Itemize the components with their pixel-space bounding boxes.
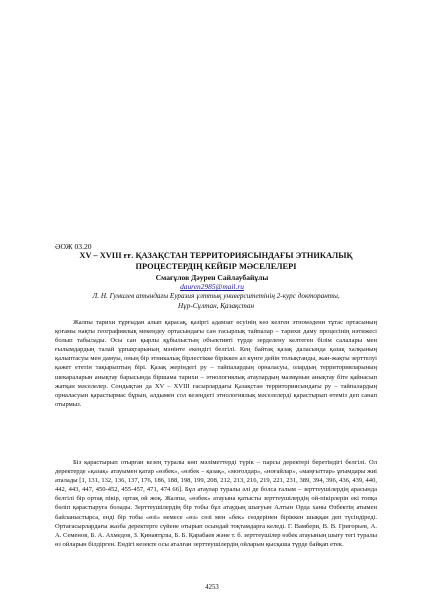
body-paragraph-2: Біз қарастырып отырған кезең туралы көп мәліметтерді түрік – парсы деректері беретіндігі белгілі. Ол деректерде «қазақ» атауымен қатар «өзбек», «өзбек – қазақ», «моғолдар», «ноғайлар», «маңғыттар» ұғымдары жиі аталады [1, 131, 132, 136, 137, 176, 186, 188, 198, 199, 208, 212, 213, 216, 219, 221, 231, 389, 394, 396, 436, 439, 440, 442, 443, 447, 450-452, 455-457, 471, 474 66]. Бұл атаулар туралы әлі де болса ғалым – зерттеушілердің арасында белгілі бір ортақ пікір, ортақ ой жоқ. Жалпы, «өзбек» атауына қатысты зерттеушілердің ой-пікірлерін екі топқа бөліп қарастыруға болады. Зерттеушілердің бір тобы бұл атаудың шығуын Алтын Орда ханы Өзбектің атымен байланыстырса, енді бір тобы «өзі» немесе «өз» сөзі мен «бек» сөздерінен біріккен шыққан деп түсіндіреді. Ортағасырлардағы жазба деректерге сүйене отырып осындай тоқтамдарға келеді. Г. Вамбери, В. В. Григорьев, А. А. Семенов, Б. А. Ахмедов, З. Қинаятұлы, Б. Б. Қарабаев және т. б. зерттеушілер өзбек атауының шығу тегі туралы өз ойларын білдірген. Ендігі кезекте осы аталған зерттеушілердің ойларын қысқаша түрде байқап етек. xyxy=(55,459,377,548)
article-title-line-2: ПРОЦЕСТЕРДІҢ КЕЙБІР МӘСЕЛЕЛЕРІ xyxy=(135,262,297,271)
body-paragraph-1: Жалпы тарихи тұрғыдан алып қарасақ, қазіргі адамзат өсуінің көз келген этномәдени тұтас ортасының қоғамы нақты географиялық мекендеу ортасындағы сан ғасырлық тайпалар – тарихи даму процесінің нәтижесі болып табылады. Осы сан қырлы құбылыстың объективті түрде зерделену келтеген білім салалары мен ғылымдардың талай ұрпақтарының мәнінте екендігі белгілі. Кең байтақ қазақ даласында қазақ халқының қалыптасуы мен дамуы, оның бір этникалық бірлестікке біріккен ал күнге дейін толықтанды, жан-жақты зерттелуі қажет ететін тақырыптың бірі. Қазақ жеріндегі ру – тайпалардың орналасуы, олардың территорияларының шекараларын анықтау барысында біршама тарихи – этнологиялық атаулардың мазмұнын анықтау біте қайнасып жатқан мәселелер. Сондықтан да XV – XVIII ғасырлардағы Қазақстан территориясындағы ру – тайпалардың орналасуын қарастырмас бұрын, алдымен сол кезеңдегі этнологиялық мәселелерді қарастырып өтеміз деп санап отырмыз. xyxy=(55,319,377,408)
affiliation-line-1: Л. Н. Гумилев атындағы Еуразия ұлттық университетінің 2-курс докторанты, xyxy=(92,292,340,300)
page-number: 4253 xyxy=(205,584,219,591)
udc-code: ӘОЖ 03.20 xyxy=(55,242,92,251)
affiliation-line-2: Нұр-Сұлтан, Қазақстан xyxy=(177,302,255,310)
article-title xyxy=(60,250,372,272)
article-title-line-1: XV – XVIII ғғ. ҚАЗАҚСТАН ТЕРРИТОРИЯСЫНДАҒЫ ЭТНИКАЛЫҚ xyxy=(79,251,353,260)
author-name: Смағұлов Дәурен Сайлаубайұлы xyxy=(155,273,269,282)
author-email-link[interactable]: dauren2985@mail.ru xyxy=(180,282,244,291)
author-affiliation xyxy=(60,291,372,311)
